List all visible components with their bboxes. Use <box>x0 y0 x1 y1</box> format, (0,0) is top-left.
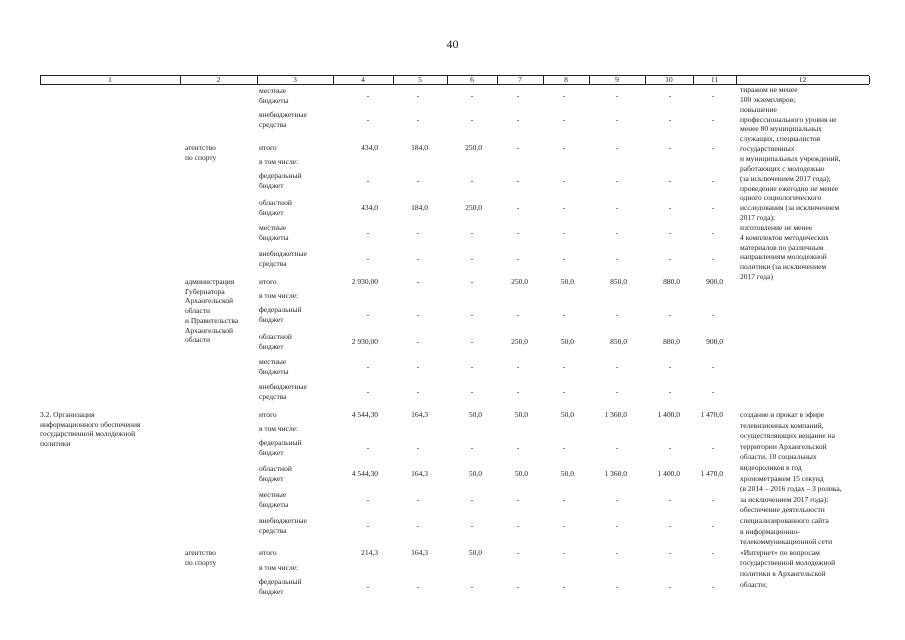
row-gov-regional-value-col9: 850,0 <box>610 337 627 346</box>
row-sport-federal-value-col10: - <box>668 176 672 185</box>
row-32-regional-value-col10: 1 400,0 <box>657 469 680 478</box>
row-32-sport-total-value-col5: 164,3 <box>411 548 428 557</box>
row-sport-federal-value-col4: - <box>366 176 370 185</box>
row-gov-total-col3-line: итого <box>259 277 277 286</box>
row-32-sport-total-col3-line: итого <box>259 548 277 557</box>
row-32-total-col1-line: 3.2. Организация <box>40 410 95 419</box>
row-sport-total-value-col11: - <box>711 143 715 152</box>
row-sport-local-value-col7: - <box>516 228 520 237</box>
row-32-incl-col3-line: в том числе: <box>259 424 299 433</box>
row-sport-federal-value-col6: - <box>470 176 474 185</box>
row-sport-total-value-col4: 434,0 <box>361 143 378 152</box>
row-gov-total-value-col6: - <box>470 277 474 286</box>
row-32-local-value-col11: - <box>711 495 715 504</box>
row-local-budgets-1-col3-line: местные <box>259 86 287 95</box>
row-32-sport-incl-col3-line: в том числе: <box>259 563 299 572</box>
row-32-extra-value-col11: - <box>711 521 715 530</box>
row-gov-total-col2-line: и Правительства <box>185 315 239 325</box>
col12-target-line: телевизионных компаний, <box>740 420 824 430</box>
row-sport-total-col3-line: итого <box>259 143 277 152</box>
row-extrabudget-1-value-col11: - <box>711 115 715 124</box>
row-sport-extra-value-col8: - <box>562 254 566 263</box>
col12-target-line: служащих, специалистов <box>740 134 821 144</box>
row-gov-total-col2-line: области <box>185 335 211 345</box>
row-32-total-value-col5: 164,3 <box>411 410 428 419</box>
row-32-sport-total-value-col4: 214,3 <box>361 548 378 557</box>
header-col-9: 9 <box>615 75 619 84</box>
col12-target-line: проведение ежегодно не менее <box>740 183 839 193</box>
row-sport-local-value-col9: - <box>615 228 619 237</box>
row-sport-total-value-col8: - <box>562 143 566 152</box>
header-column-divider <box>869 76 870 84</box>
col12-target-line: государственной молодежной <box>740 558 836 568</box>
row-sport-regional-value-col4: 434,0 <box>361 203 378 212</box>
row-32-sport-federal-value-col11: - <box>711 582 715 591</box>
col12-target-line: профессионального уровня не <box>740 114 837 124</box>
header-col-8: 8 <box>564 75 568 84</box>
row-32-sport-total-col2-line: агентство <box>185 548 216 557</box>
col12-target-line: тиражом не менее <box>740 85 798 94</box>
row-32-sport-federal-value-col4: - <box>366 582 370 591</box>
row-sport-federal-value-col8: - <box>562 176 566 185</box>
row-32-extra-value-col4: - <box>366 521 370 530</box>
row-32-total-col1-line: государственной молодежной <box>40 429 136 439</box>
row-gov-regional-value-col11: 900,0 <box>706 337 723 346</box>
row-32-local-value-col6: - <box>470 495 474 504</box>
row-32-sport-total-col2-line: по спорту <box>185 557 217 567</box>
row-extrabudget-1-value-col6: - <box>470 115 474 124</box>
row-gov-local-value-col11: - <box>711 362 715 371</box>
row-local-budgets-1-value-col4: - <box>366 91 370 100</box>
row-gov-total-col2-line: Архангельской <box>185 296 233 306</box>
row-gov-local-value-col7: - <box>516 362 520 371</box>
row-sport-regional-value-col9: - <box>615 203 619 212</box>
col12-target-line: направлениям молодежной <box>740 252 827 262</box>
header-col-12: 12 <box>798 75 807 84</box>
row-gov-local-value-col8: - <box>562 362 566 371</box>
row-sport-regional-col3-line: областной <box>259 198 292 207</box>
row-gov-total-value-col11: 900,0 <box>706 277 723 286</box>
row-32-sport-total-value-col6: 50,0 <box>468 548 482 557</box>
row-32-sport-federal-value-col10: - <box>668 582 672 591</box>
row-32-regional-value-col9: 1 360,0 <box>604 469 627 478</box>
row-32-total-value-col10: 1 400,0 <box>657 410 680 419</box>
row-32-regional-value-col11: 1 470,0 <box>700 469 723 478</box>
row-sport-regional-value-col8: - <box>562 203 566 212</box>
row-sport-regional-col3-line: бюджет <box>259 207 284 217</box>
row-gov-federal-value-col8: - <box>562 310 566 319</box>
row-32-regional-value-col6: 50,0 <box>468 469 482 478</box>
col12-target-line: области; <box>740 579 768 589</box>
header-col-7: 7 <box>518 75 522 84</box>
row-32-regional-col3-line: областной <box>259 464 292 473</box>
row-32-total-col1-line: информационного обеспечения <box>40 419 141 429</box>
row-32-sport-federal-value-col9: - <box>615 582 619 591</box>
row-sport-total-value-col7: - <box>516 143 520 152</box>
row-sport-extra-col3-line: средства <box>259 258 287 268</box>
row-sport-extra-value-col6: - <box>470 254 474 263</box>
col12-target-line: территории Архангельской <box>740 441 827 451</box>
col12-target-line: 2017 года); <box>740 213 776 223</box>
col12-target-line: видеороликов в год <box>740 463 802 472</box>
row-gov-federal-value-col11: - <box>711 310 715 319</box>
row-sport-federal-value-col11: - <box>711 176 715 185</box>
row-32-sport-federal-col3-line: бюджет <box>259 586 284 596</box>
row-sport-federal-col3-line: бюджет <box>259 180 284 190</box>
row-32-extra-value-col6: - <box>470 521 474 530</box>
col12-target-line: в информационно- <box>740 526 800 536</box>
row-gov-regional-value-col10: 880,0 <box>663 337 680 346</box>
row-sport-local-value-col4: - <box>366 228 370 237</box>
row-gov-regional-col3-line: бюджет <box>259 341 284 351</box>
row-gov-incl-col3-line: в том числе: <box>259 291 299 300</box>
row-32-total-value-col7: 50,0 <box>514 410 528 419</box>
row-32-total-col3-line: итого <box>259 410 277 419</box>
row-sport-extra-value-col4: - <box>366 254 370 263</box>
row-gov-federal-value-col10: - <box>668 310 672 319</box>
row-gov-regional-value-col6: - <box>470 337 474 346</box>
row-local-budgets-1-value-col6: - <box>470 91 474 100</box>
row-sport-federal-value-col5: - <box>416 176 420 185</box>
row-gov-extra-value-col8: - <box>562 387 566 396</box>
row-gov-total-value-col10: 880,0 <box>663 277 680 286</box>
row-gov-extra-value-col4: - <box>366 387 370 396</box>
col12-target-line: одного социологического <box>740 193 822 203</box>
row-32-local-value-col9: - <box>615 495 619 504</box>
row-gov-extra-value-col10: - <box>668 387 672 396</box>
header-col-5: 5 <box>418 75 422 84</box>
header-col-1: 1 <box>108 75 112 84</box>
col12-target-line: 2017 года) <box>740 272 773 282</box>
row-32-extra-value-col10: - <box>668 521 672 530</box>
row-sport-regional-value-col5: 184,0 <box>411 203 428 212</box>
row-32-federal-value-col11: - <box>711 443 715 452</box>
row-gov-extra-col3-line: внебюджетные <box>259 382 307 391</box>
row-32-federal-value-col4: - <box>366 443 370 452</box>
col12-target-line: менее 80 муниципальных <box>740 124 822 134</box>
row-32-local-value-col5: - <box>416 495 420 504</box>
col12-target-line: осуществляющих вещание на <box>740 431 835 441</box>
row-sport-federal-col3-line: федеральный <box>259 171 302 180</box>
row-32-regional-value-col7: 50,0 <box>514 469 528 478</box>
row-gov-local-value-col6: - <box>470 362 474 371</box>
row-32-total-value-col6: 50,0 <box>468 410 482 419</box>
row-32-regional-value-col4: 4 544,30 <box>351 469 378 478</box>
row-gov-federal-col3-line: федеральный <box>259 305 302 314</box>
col12-target-line: политики (за исключением <box>740 262 827 272</box>
row-32-federal-value-col5: - <box>416 443 420 452</box>
row-gov-total-col2-line: администрация <box>185 277 235 286</box>
row-gov-total-col2-line: области <box>185 306 211 316</box>
row-local-budgets-1-value-col7: - <box>516 91 520 100</box>
row-32-sport-federal-value-col8: - <box>562 582 566 591</box>
row-32-extra-value-col7: - <box>516 521 520 530</box>
row-sport-federal-value-col9: - <box>615 176 619 185</box>
row-local-budgets-1-col3-line: бюджеты <box>259 95 289 105</box>
row-32-local-col3-line: местные <box>259 490 287 499</box>
row-extrabudget-1-col3-line: средства <box>259 119 287 129</box>
row-gov-federal-value-col6: - <box>470 310 474 319</box>
row-extrabudget-1-value-col5: - <box>416 115 420 124</box>
row-gov-regional-col3-line: областной <box>259 332 292 341</box>
row-32-total-value-col11: 1 470,0 <box>700 410 723 419</box>
row-local-budgets-1-value-col9: - <box>615 91 619 100</box>
row-32-extra-value-col5: - <box>416 521 420 530</box>
row-sport-regional-value-col11: - <box>711 203 715 212</box>
col12-target-line: области, 10 социальных <box>740 452 817 462</box>
row-32-federal-col3-line: бюджет <box>259 447 284 457</box>
col12-target-line: 4 комплектов методических <box>740 232 829 242</box>
row-32-local-value-col7: - <box>516 495 520 504</box>
row-sport-extra-value-col10: - <box>668 254 672 263</box>
row-sport-local-value-col8: - <box>562 228 566 237</box>
row-32-extra-value-col8: - <box>562 521 566 530</box>
row-gov-total-value-col4: 2 930,00 <box>351 277 378 286</box>
row-gov-regional-value-col8: 50,0 <box>560 337 574 346</box>
row-extrabudget-1-value-col8: - <box>562 115 566 124</box>
row-32-regional-value-col8: 50,0 <box>560 469 574 478</box>
row-gov-total-value-col8: 50,0 <box>560 277 574 286</box>
row-gov-regional-value-col7: 250,0 <box>511 337 528 346</box>
row-gov-total-value-col7: 250,0 <box>511 277 528 286</box>
row-32-sport-federal-value-col7: - <box>516 582 520 591</box>
header-col-3: 3 <box>293 75 297 84</box>
row-32-federal-value-col7: - <box>516 443 520 452</box>
col12-target-line: «Интернет» по вопросам <box>740 547 820 557</box>
row-32-local-col3-line: бюджеты <box>259 499 289 509</box>
header-col-6: 6 <box>470 75 474 84</box>
row-gov-regional-value-col5: - <box>416 337 420 346</box>
row-32-regional-col3-line: бюджет <box>259 473 284 483</box>
row-gov-extra-value-col5: - <box>416 387 420 396</box>
row-32-federal-value-col10: - <box>668 443 672 452</box>
row-sport-extra-value-col11: - <box>711 254 715 263</box>
row-32-sport-total-value-col8: - <box>562 548 566 557</box>
page-number: 40 <box>446 37 459 51</box>
row-gov-federal-value-col7: - <box>516 310 520 319</box>
row-sport-extra-col3-line: внебюджетные <box>259 249 307 258</box>
row-32-sport-total-value-col11: - <box>711 548 715 557</box>
col12-target-line: работающих с молодежью <box>740 163 825 173</box>
row-gov-total-value-col9: 850,0 <box>610 277 627 286</box>
row-local-budgets-1-value-col10: - <box>668 91 672 100</box>
row-32-local-value-col8: - <box>562 495 566 504</box>
row-sport-incl-col3-line: в том числе: <box>259 157 299 166</box>
row-32-local-value-col4: - <box>366 495 370 504</box>
row-sport-extra-value-col9: - <box>615 254 619 263</box>
col12-target-line: 100 экземпляров; <box>740 94 796 104</box>
row-gov-total-value-col5: - <box>416 277 420 286</box>
row-sport-total-value-col10: - <box>668 143 672 152</box>
row-32-extra-value-col9: - <box>615 521 619 530</box>
row-gov-extra-col3-line: средства <box>259 391 287 401</box>
row-32-regional-value-col5: 164,3 <box>411 469 428 478</box>
row-sport-local-value-col5: - <box>416 228 420 237</box>
col12-target-line: политики в Архангельской <box>740 569 826 578</box>
col12-target-line: и муниципальных учреждений, <box>740 153 841 163</box>
row-32-total-value-col8: 50,0 <box>560 410 574 419</box>
row-32-total-col1-line: политики <box>40 439 71 449</box>
row-gov-extra-value-col11: - <box>711 387 715 396</box>
col12-target-line: обеспечение деятельности <box>740 505 825 515</box>
row-32-sport-total-value-col7: - <box>516 548 520 557</box>
row-sport-federal-value-col7: - <box>516 176 520 185</box>
row-gov-extra-value-col7: - <box>516 387 520 396</box>
row-gov-local-value-col9: - <box>615 362 619 371</box>
row-sport-local-value-col6: - <box>470 228 474 237</box>
row-32-sport-federal-value-col5: - <box>416 582 420 591</box>
row-32-federal-value-col8: - <box>562 443 566 452</box>
row-32-sport-total-value-col9: - <box>615 548 619 557</box>
row-sport-regional-value-col7: - <box>516 203 520 212</box>
col12-target-line: (в 2014 – 2016 годах – 3 ролика, <box>740 484 842 494</box>
row-sport-total-col2-line: агентство <box>185 143 216 152</box>
header-col-11: 11 <box>710 75 719 84</box>
row-local-budgets-1-value-col11: - <box>711 91 715 100</box>
row-sport-extra-value-col7: - <box>516 254 520 263</box>
row-sport-total-value-col5: 184,0 <box>411 143 428 152</box>
row-extrabudget-1-value-col4: - <box>366 115 370 124</box>
row-32-extra-col3-line: средства <box>259 525 287 535</box>
row-local-budgets-1-value-col8: - <box>562 91 566 100</box>
row-gov-federal-value-col9: - <box>615 310 619 319</box>
row-extrabudget-1-col3-line: внебюджетные <box>259 110 307 119</box>
col12-target-line: создание и прокат в эфире <box>740 410 825 419</box>
row-sport-local-col3-line: бюджеты <box>259 232 289 242</box>
row-32-sport-federal-col3-line: федеральный <box>259 577 302 586</box>
row-gov-federal-col3-line: бюджет <box>259 314 284 324</box>
header-col-2: 2 <box>216 75 221 84</box>
row-sport-total-col2-line: по спорту <box>185 152 217 162</box>
row-32-total-value-col9: 1 360,0 <box>604 410 627 419</box>
col12-target-line: повышение <box>740 104 777 114</box>
col12-target-line: изготовление не менее <box>740 222 813 232</box>
row-sport-local-value-col11: - <box>711 228 715 237</box>
row-sport-local-col3-line: местные <box>259 223 287 232</box>
col12-target-line: исследования (за исключением <box>740 203 840 213</box>
row-gov-local-value-col5: - <box>416 362 420 371</box>
row-extrabudget-1-value-col10: - <box>668 115 672 124</box>
row-gov-extra-value-col6: - <box>470 387 474 396</box>
row-extrabudget-1-value-col9: - <box>615 115 619 124</box>
col12-target-line: государственных <box>740 144 795 154</box>
row-gov-local-col3-line: бюджеты <box>259 366 289 376</box>
row-32-federal-value-col9: - <box>615 443 619 452</box>
header-col-10: 10 <box>665 75 673 84</box>
row-gov-extra-value-col9: - <box>615 387 619 396</box>
row-32-local-value-col10: - <box>668 495 672 504</box>
row-gov-local-value-col10: - <box>668 362 672 371</box>
row-32-sport-federal-value-col6: - <box>470 582 474 591</box>
row-gov-federal-value-col4: - <box>366 310 370 319</box>
row-32-extra-col3-line: внебюджетные <box>259 516 307 525</box>
row-gov-total-col2-line: Губернатора <box>185 286 225 296</box>
row-sport-regional-value-col10: - <box>668 203 672 212</box>
row-local-budgets-1-value-col5: - <box>416 91 420 100</box>
row-sport-local-value-col10: - <box>668 228 672 237</box>
header-col-4: 4 <box>361 75 365 84</box>
row-gov-local-value-col4: - <box>366 362 370 371</box>
row-gov-regional-value-col4: 2 930,00 <box>351 337 378 346</box>
col12-target-line: специализированного сайта <box>740 516 829 525</box>
row-sport-total-value-col9: - <box>615 143 619 152</box>
row-gov-federal-value-col5: - <box>416 310 420 319</box>
row-gov-local-col3-line: местные <box>259 357 287 366</box>
col12-target-line: телекоммуникационной сети <box>740 537 833 547</box>
row-32-sport-total-value-col10: - <box>668 548 672 557</box>
row-32-federal-value-col6: - <box>470 443 474 452</box>
row-extrabudget-1-value-col7: - <box>516 115 520 124</box>
col12-target-line: за исключением 2017 года); <box>740 494 829 504</box>
row-32-federal-col3-line: федеральный <box>259 438 302 447</box>
col12-target-line: (за исключением 2017 года); <box>740 173 831 183</box>
row-gov-total-col2-line: Архангельской <box>185 325 233 335</box>
row-32-total-value-col4: 4 544,30 <box>351 410 378 419</box>
row-sport-regional-value-col6: 250,0 <box>465 203 482 212</box>
col12-target-line: хронометражем 15 секунд <box>740 473 824 483</box>
col12-target-line: материалов по различным <box>740 242 824 252</box>
row-sport-extra-value-col5: - <box>416 254 420 263</box>
row-sport-total-value-col6: 250,0 <box>465 143 482 152</box>
